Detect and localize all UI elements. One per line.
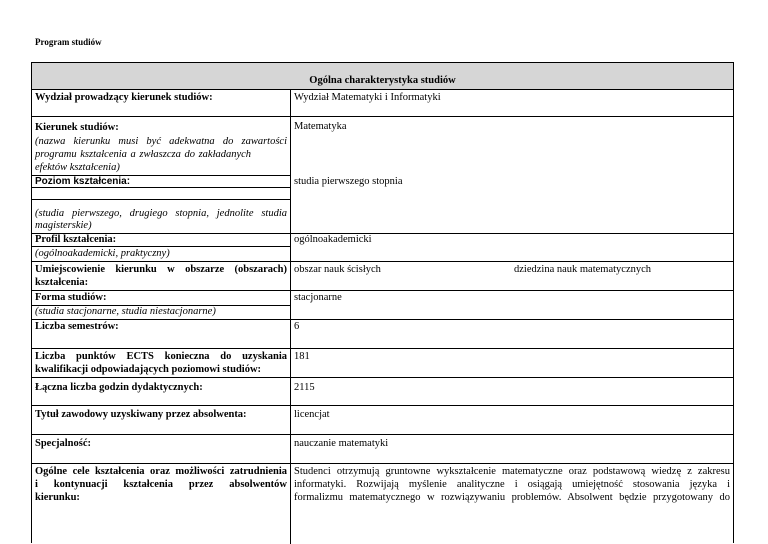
level-note-line: magisterskie) <box>35 220 92 231</box>
row-divider <box>32 233 733 234</box>
row-divider <box>32 116 733 117</box>
row-divider <box>32 290 733 291</box>
field-note-line: (nazwa kierunku musi być adekwatna do zawartości <box>35 136 287 147</box>
row-divider <box>32 377 733 378</box>
faculty-value: Wydział Matematyki i Informatyki <box>294 92 441 103</box>
degree-label: Tytuł zawodowy uzyskiwany przez absolwenta: <box>35 409 247 420</box>
profile-note: (ogólnoakademicki, praktyczny) <box>35 248 170 259</box>
area-label-line: Umiejscowienie kierunku w obszarze (obszarach) <box>35 264 287 275</box>
specialty-value: nauczanie matematyki <box>294 438 389 449</box>
specialty-label: Specjalność: <box>35 438 91 449</box>
profile-label: Profil kształcenia: <box>35 234 117 245</box>
area-value: obszar nauk ścisłych <box>294 264 381 275</box>
field-note-line: efektów kształcenia) <box>35 162 120 173</box>
field-label: Kierunek studiów: <box>35 122 119 133</box>
ects-label-line: kwalifikacji odpowiadających poziomowi studiów: <box>35 364 262 375</box>
hours-value: 2115 <box>294 382 315 393</box>
goals-label-line: Ogólne cele kształcenia oraz możliwości zatrudnienia <box>35 466 287 477</box>
area-domain-value: dziedzina nauk matematycznych <box>514 264 652 275</box>
row-divider <box>32 405 733 406</box>
level-label: Poziom kształcenia: <box>35 176 131 187</box>
profile-value: ogólnoakademicki <box>294 234 372 245</box>
goals-value-line: Studenci otrzymują gruntowne wykształcenie matematyczne oraz podstawową wiedzę z zakresu <box>294 466 730 477</box>
row-divider <box>32 261 733 262</box>
row-divider <box>32 463 733 464</box>
semesters-label: Liczba semestrów: <box>35 321 119 332</box>
field-note-line: programu kształcenia a zwłaszcza do zakładanych <box>35 149 252 160</box>
row-divider <box>32 348 733 349</box>
semesters-value: 6 <box>294 321 300 332</box>
goals-label-line: i kontynuacji kształcenia przez absolwentów <box>35 479 287 490</box>
level-value: studia pierwszego stopnia <box>294 176 403 187</box>
row-divider <box>32 319 733 320</box>
form-value: stacjonarne <box>294 292 342 303</box>
form-label: Forma studiów: <box>35 292 107 303</box>
level-note-line: (studia pierwszego, drugiego stopnia, jednolite studia <box>35 208 287 219</box>
goals-label-line: kierunku: <box>35 492 80 503</box>
faculty-label: Wydział prowadzący kierunek studiów: <box>35 92 213 103</box>
ects-value: 181 <box>294 351 310 362</box>
goals-value-line: informatyki. Rozwijają myślenie analityczne i osiągają umiejętność stosowania języka i <box>294 479 730 490</box>
row-divider <box>32 199 290 200</box>
column-divider <box>290 89 291 544</box>
goals-value-line: formalizmu matematycznego w rozwiązywaniu problemów. Absolwent będzie przygotowany do <box>294 492 730 503</box>
document-title: Program studiów <box>35 37 102 47</box>
area-label-line: kształcenia: <box>35 277 89 288</box>
program-table <box>31 62 734 543</box>
form-note: (studia stacjonarne, studia niestacjonarne) <box>35 306 216 317</box>
degree-value: licencjat <box>294 409 330 420</box>
field-value: Matematyka <box>294 121 347 132</box>
ects-label-line: Liczba punktów ECTS konieczna do uzyskania <box>35 351 287 362</box>
table-header-title: Ogólna charakterystyka studiów <box>309 75 456 86</box>
row-divider <box>32 434 733 435</box>
hours-label: Łączna liczba godzin dydaktycznych: <box>35 382 203 393</box>
